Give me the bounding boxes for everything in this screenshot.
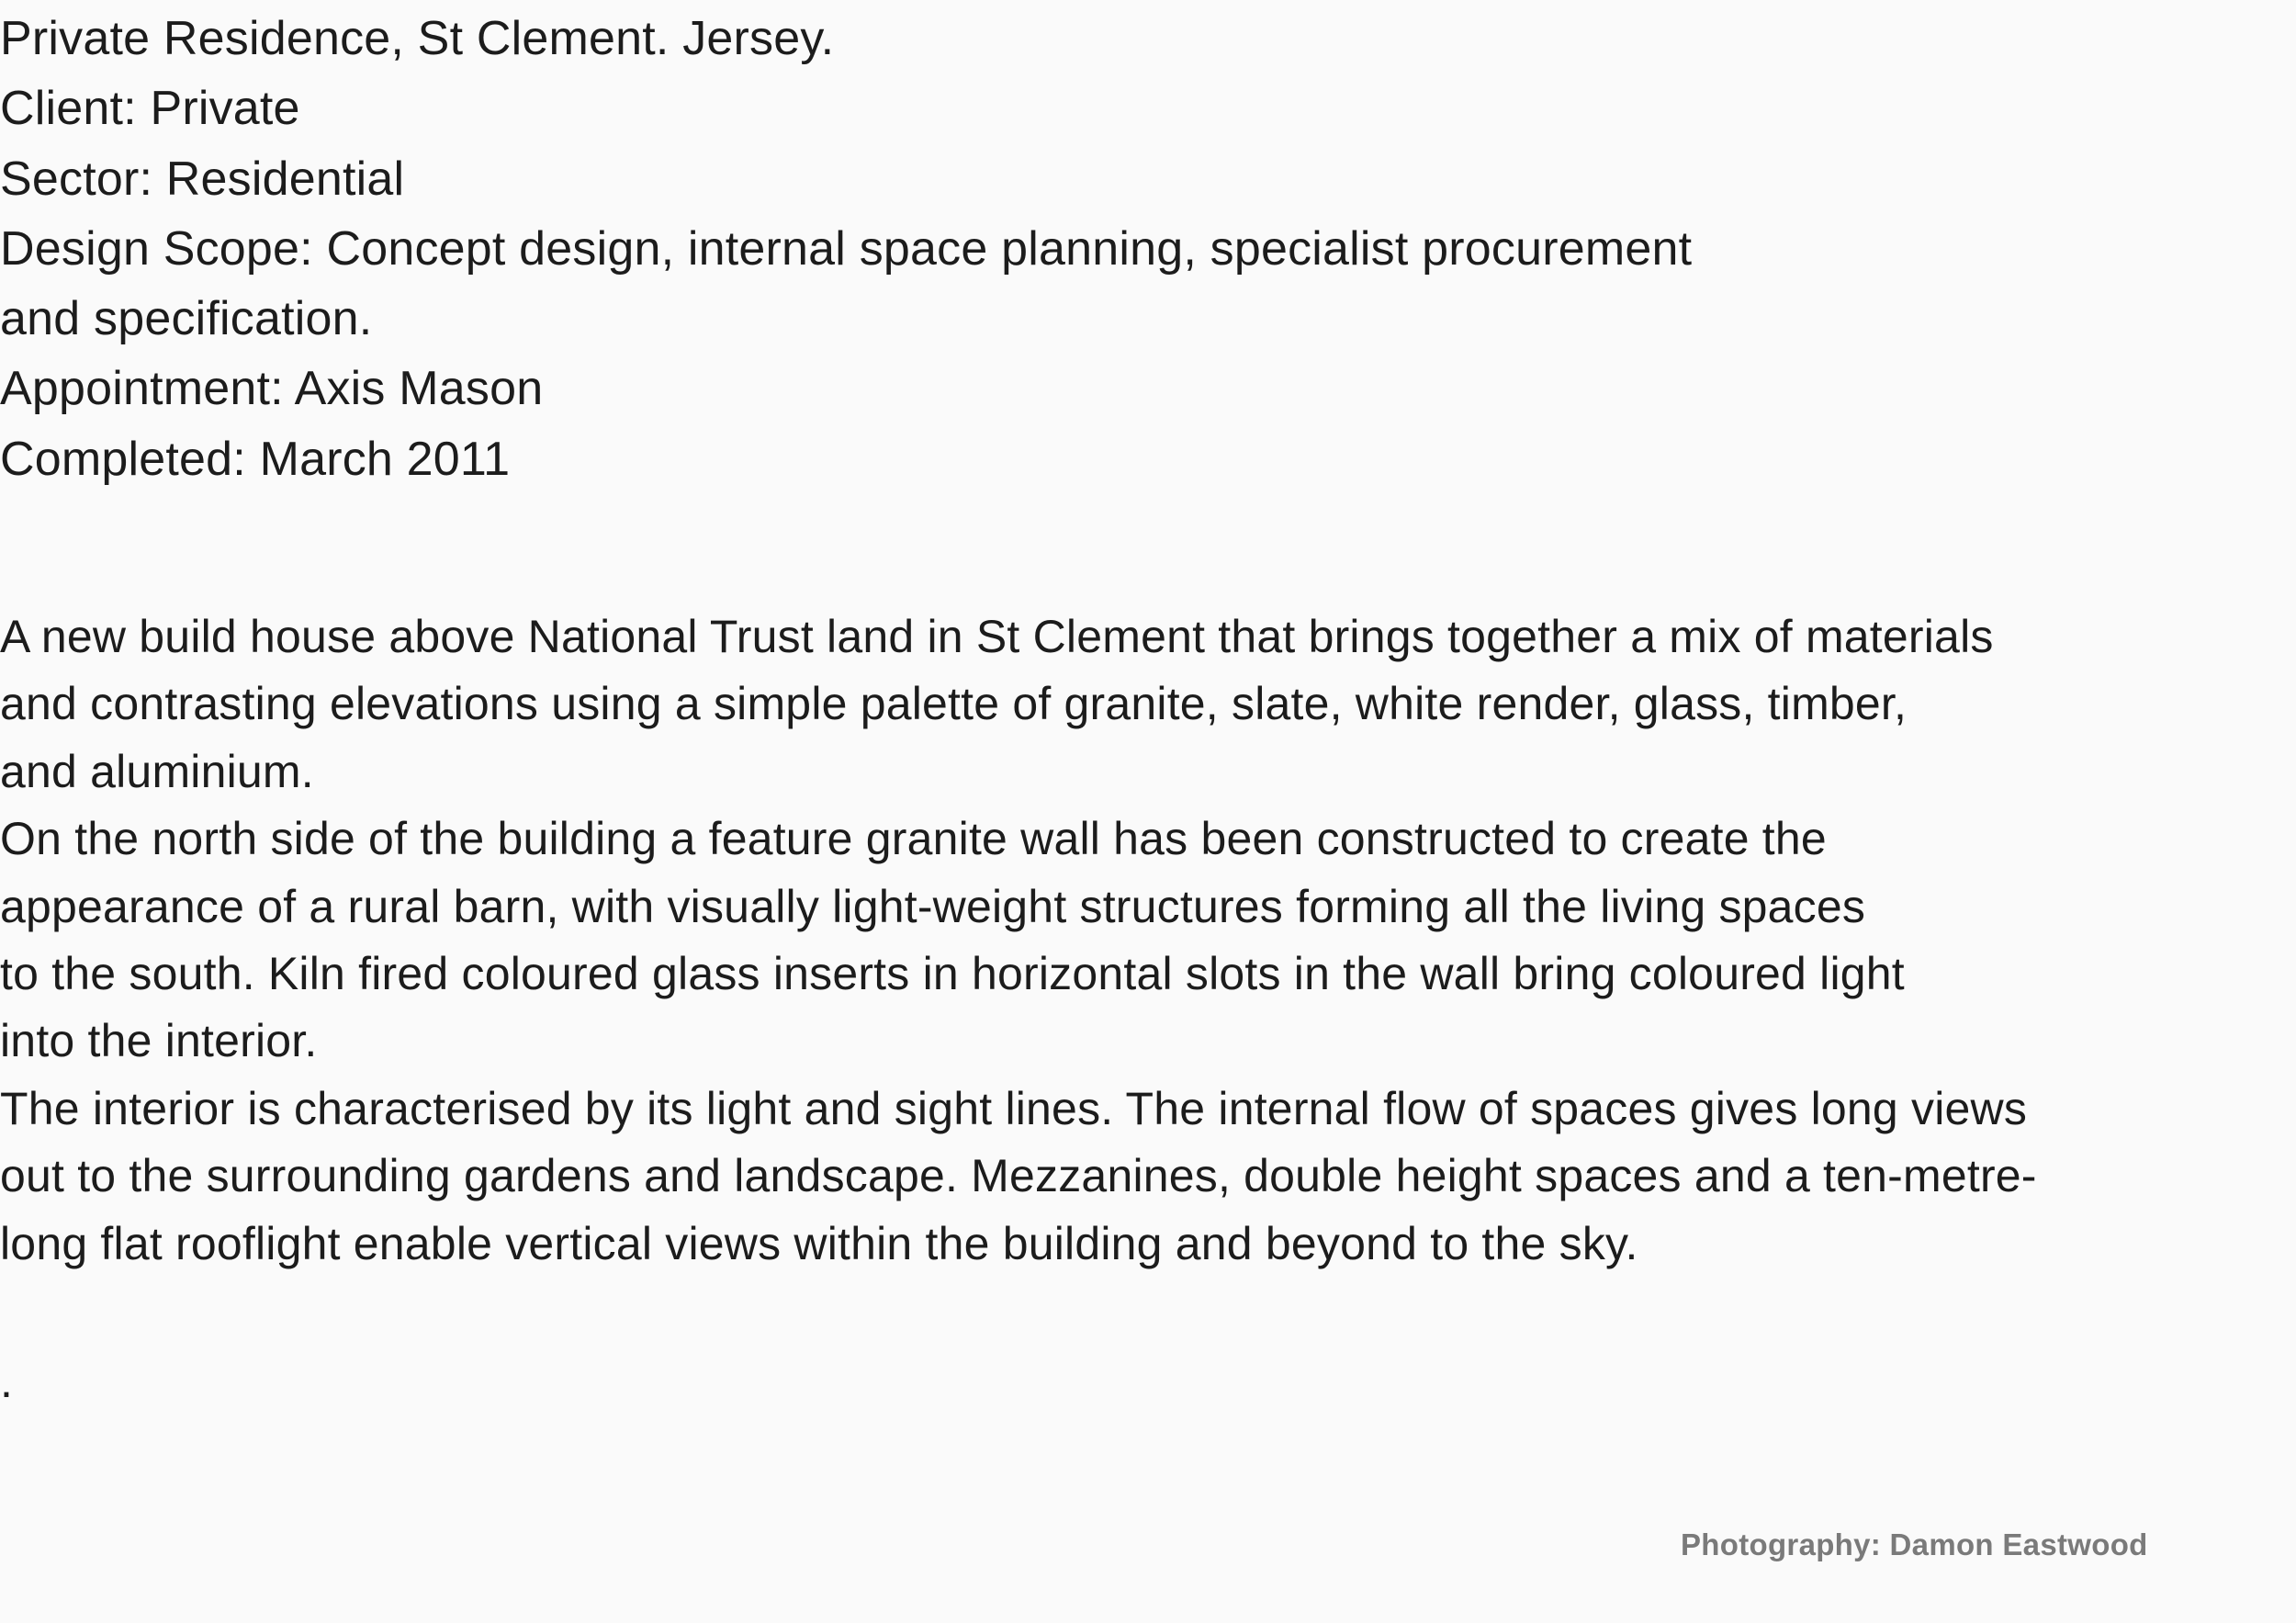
stray-period: . bbox=[0, 1356, 13, 1407]
description-line: A new build house above National Trust land in St Clement that brings together a mix of materials bbox=[0, 611, 1994, 662]
project-details bbox=[0, 4, 1929, 494]
photography-credit: Photography: Damon Eastwood bbox=[1681, 1527, 2148, 1561]
sector-line: Sector: Residential bbox=[0, 152, 405, 206]
design-scope-line: Design Scope: Concept design, internal space planning, specialist procurement bbox=[0, 221, 1693, 276]
description-line: into the interior. bbox=[0, 1015, 318, 1067]
description-line: and aluminium. bbox=[0, 745, 314, 797]
description-line: The interior is characterised by its light and sight lines. The internal flow of spaces gives long views bbox=[0, 1082, 2028, 1134]
description-line: On the north side of the building a feature granite wall has been constructed to create the bbox=[0, 813, 1827, 865]
design-scope-continuation: and specification. bbox=[0, 292, 373, 346]
description-line: to the south. Kiln fired coloured glass inserts in horizontal slots in the wall bring coloured light bbox=[0, 948, 1905, 1000]
description-line: and contrasting elevations using a simple palette of granite, slate, white render, glass, timber, bbox=[0, 678, 1908, 730]
project-description bbox=[0, 603, 2241, 1278]
completed-line: Completed: March 2011 bbox=[0, 432, 511, 486]
description-line: long flat rooflight enable vertical views within the building and beyond to the sky. bbox=[0, 1217, 1638, 1269]
description-line: appearance of a rural barn, with visually light-weight structures forming all the living spaces bbox=[0, 880, 1866, 932]
client-line: Client: Private bbox=[0, 82, 300, 136]
appointment-line: Appointment: Axis Mason bbox=[0, 362, 544, 416]
project-title: Private Residence, St Clement. Jersey. bbox=[0, 12, 835, 65]
description-line: out to the surrounding gardens and landscape. Mezzanines, double height spaces and a ten-metre- bbox=[0, 1150, 2037, 1202]
